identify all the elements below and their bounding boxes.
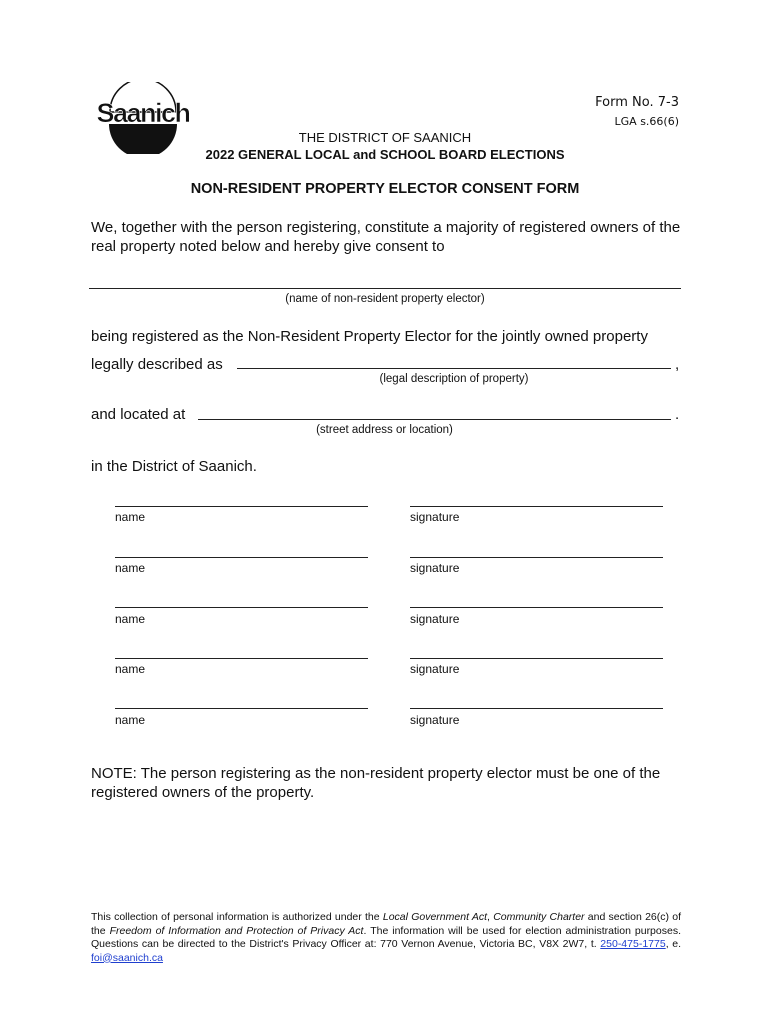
owner-signature-field[interactable] — [410, 557, 663, 558]
elections-heading: 2022 GENERAL LOCAL and SCHOOL BOARD ELECTIONS — [205, 147, 565, 162]
legal-description-field[interactable] — [237, 368, 671, 369]
privacy-footer — [91, 911, 681, 965]
owner-name-field[interactable] — [115, 557, 368, 558]
owner-signature-field[interactable] — [410, 607, 663, 608]
owner-signature-field[interactable] — [410, 658, 663, 659]
note-paragraph: NOTE: The person registering as the non-resident property elector must be one of the registered owners of the property. — [91, 765, 661, 801]
owner-name-field[interactable] — [115, 708, 368, 709]
district-heading: THE DISTRICT OF SAANICH — [298, 130, 472, 145]
footer-separator: , — [487, 911, 494, 923]
name-label: name — [115, 713, 146, 727]
form-title: NON-RESIDENT PROPERTY ELECTOR CONSENT FORM — [190, 181, 580, 197]
email-link[interactable]: foi@saanich.ca — [91, 951, 163, 964]
signature-label: signature — [410, 662, 460, 676]
foippa-act: Freedom of Information and Protection of Privacy Act — [109, 924, 364, 937]
located-at-label: and located at — [91, 406, 186, 423]
footer-text: . The information will be used for election administration purposes. Questions can be directed to the District's Privacy Officer at: 770 Vernon Avenue, Victoria BC, V8X 2W7, t. — [91, 924, 681, 950]
local-government-act: Local Government Act — [382, 911, 488, 923]
signature-label: signature — [410, 713, 460, 727]
name-label: name — [115, 510, 146, 524]
footer-text: This collection of personal information is authorized under the — [91, 911, 383, 923]
footer-text: , e. — [665, 938, 681, 950]
legally-described-label: legally described as — [91, 356, 223, 373]
lga-reference: LGA s.66(6) — [614, 115, 679, 128]
signature-label: signature — [410, 612, 460, 626]
being-registered-text: being registered as the Non-Resident Property Elector for the jointly owned property — [91, 328, 648, 345]
elector-name-caption: (name of non-resident property elector) — [285, 293, 485, 305]
name-label: name — [115, 612, 146, 626]
form-number: Form No. 7-3 — [595, 95, 679, 110]
signature-label: signature — [410, 561, 460, 575]
name-label: name — [115, 662, 146, 676]
legal-comma: , — [675, 356, 680, 373]
intro-paragraph: We, together with the person registering, constitute a majority of registered owners of the real property noted below and hereby give consent to — [91, 219, 681, 255]
in-district-text: in the District of Saanich. — [91, 458, 257, 475]
phone-link[interactable]: 250-475-1775 — [600, 938, 666, 950]
footer-text: and section 26(c) of the — [91, 911, 681, 937]
name-label: name — [115, 561, 146, 575]
owner-signature-field[interactable] — [410, 506, 663, 507]
community-charter: Community Charter — [493, 911, 585, 923]
address-period: . — [675, 406, 680, 423]
logo-wordmark: Saanich — [96, 98, 190, 128]
owner-name-field[interactable] — [115, 607, 368, 608]
owner-name-field[interactable] — [115, 658, 368, 659]
legal-description-caption: (legal description of property) — [379, 373, 529, 385]
owner-signature-field[interactable] — [410, 708, 663, 709]
elector-name-field[interactable] — [89, 288, 681, 289]
signature-label: signature — [410, 510, 460, 524]
owner-name-field[interactable] — [115, 506, 368, 507]
street-address-caption: (street address or location) — [316, 424, 453, 436]
street-address-field[interactable] — [198, 419, 671, 420]
